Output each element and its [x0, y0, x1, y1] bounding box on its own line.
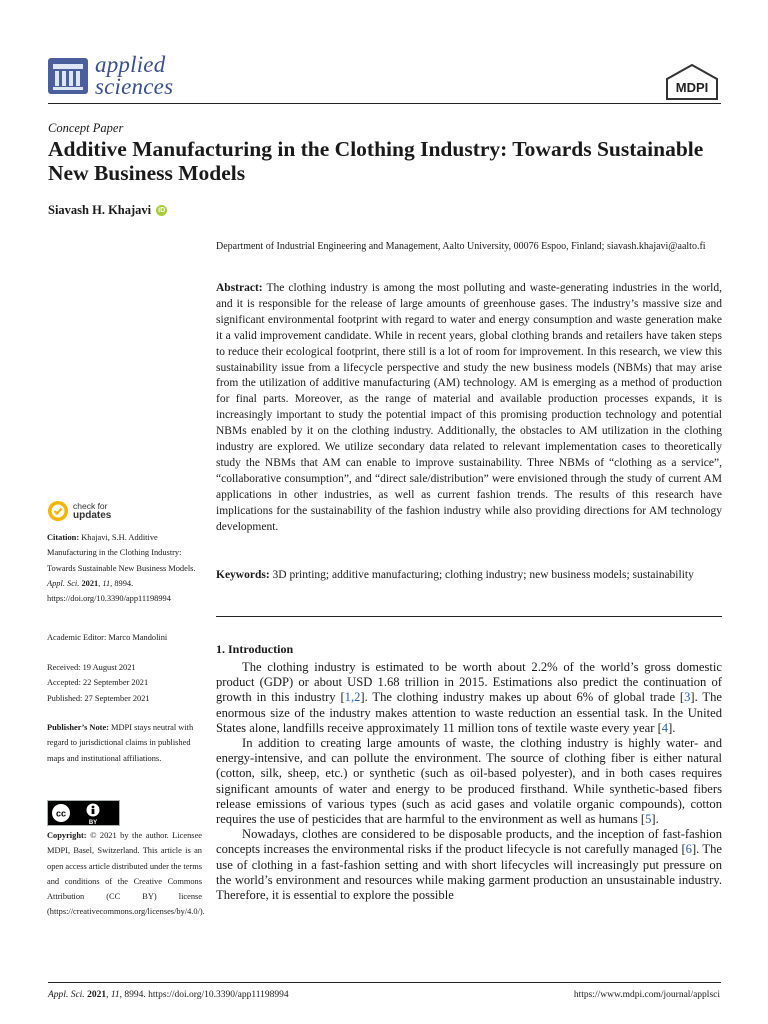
abstract-label: Abstract: — [216, 282, 263, 294]
cc-by-label: BY — [88, 820, 98, 826]
header-divider — [48, 103, 721, 104]
citation-link[interactable]: 1,2 — [344, 690, 361, 705]
journal-logo-icon — [48, 58, 88, 94]
abstract — [216, 281, 722, 536]
footer-citation: Appl. Sci. 2021, 11, 8994. https://doi.org/10.3390/app11198994 — [48, 990, 289, 1000]
paragraph: Nowadays, clothes are considered to be disposable products, and the inception of fast-fashion concepts increases the environmental risks if the product lifecycle is not carefully managed [6]. The use of clothing in a fast-fashion setting and with short lifecycles will increasingly put pressure on the world’s environment and resources while making garment production an unsustainable industry. Therefore, it is essential to explore the possible — [216, 827, 723, 903]
paragraph: The clothing industry is estimated to be worth about 2.2% of the world’s gross domestic product (GDP) or about USD 1.68 trillion in 2015. Estimations also predict the continuation of growth in this industry [1,2]. The clothing industry makes up about 6% of global trade [3]. The enormous size of the industry makes attention to waste reduction an essential task. In the United States alone, landfills receive approximately 11 million tons of textile waste every year [4]. — [216, 660, 722, 735]
section-heading: 1. Introduction — [216, 642, 294, 656]
check-updates-text: check for updates — [73, 501, 112, 521]
author-name: Siavash H. Khajavi — [48, 203, 152, 217]
cc-by-license-icon[interactable] — [47, 800, 120, 826]
affiliation: Department of Industrial Engineering and Management, Aalto University, 00076 Espoo, Finland; siavash.khajavi@aalto.fi — [216, 241, 706, 252]
keywords — [216, 567, 722, 583]
citation-link[interactable]: 4 — [661, 720, 669, 735]
citation-link[interactable]: 3 — [684, 690, 691, 705]
accepted-date: Accepted: 22 September 2021 — [47, 678, 149, 688]
orcid-icon[interactable]: iD — [158, 207, 166, 214]
citation-link[interactable]: 6 — [685, 842, 692, 857]
keywords-text: 3D printing; additive manufacturing; clothing industry; new business models; sustainability — [272, 569, 694, 581]
article-title: Additive Manufacturing in the Clothing Industry: Towards Sustainable New Business Models — [48, 137, 704, 185]
check-for-updates-badge[interactable] — [47, 500, 111, 522]
svg-text:cc: cc — [55, 808, 67, 819]
article-type: Concept Paper — [48, 121, 124, 135]
paragraph: In addition to creating large amounts of waste, the clothing industry is highly water- and energy-intensive, and can pollute the environment. The source of clothing fiber is either natural (cotton, silk, sheep, etc.) or synthetic (such as oil-based polyester), and in both cases requires significant amounts of water and energy to be produced firsthand. While synthetic-based fibers release emissions of various types (such as acid gases and volatile organic compounds), cotton requires the use of pesticides that are harmful to the environment as well as humans [5]. — [216, 736, 722, 827]
footer-divider — [48, 982, 721, 983]
check-updates-icon — [47, 500, 69, 522]
journal-name-line1: applied — [95, 52, 166, 77]
published-date: Published: 27 September 2021 — [47, 693, 150, 703]
publisher-logo-text: MDPI — [675, 80, 709, 95]
body-text — [216, 660, 722, 903]
academic-editor: Academic Editor: Marco Mandolini — [47, 633, 168, 642]
keywords-divider — [216, 616, 722, 617]
citation-link[interactable]: 5 — [645, 812, 652, 827]
publisher-note: Publisher’s Note: MDPI stays neutral with regard to jurisdictional claims in published maps and institutional affiliations. — [47, 723, 194, 763]
mdpi-logo-icon — [665, 64, 719, 100]
journal-name — [95, 54, 173, 98]
received-date: Received: 19 August 2021 — [47, 663, 136, 672]
keywords-label: Keywords: — [216, 569, 270, 581]
dates-block — [47, 660, 202, 706]
copyright-block: Copyright: © 2021 by the author. Licensee MDPI, Basel, Switzerland. This article is an open access article distributed under the terms and conditions of the Creative Commons Attribution (CC BY) license (https://creativecommons.org/licenses/by/4.0/). — [47, 831, 205, 917]
journal-name-line2: sciences — [95, 74, 174, 99]
abstract-text: The clothing industry is among the most polluting and waste-generating industries in the world, and it is responsible for the release of large amounts of greenhouse gases. The industry’s massive size and significant environmental footprint with regard to water and energy consumption and waste generation make it a valid improvement candidate. While in recent years, global clothing brands and retailers have taken steps to reduce their ecological footprint, there still is a lot of room for improvement. In this research, we view this sustainability issue from a lifecycle perspective and study the new business models (NBMs) that may arise from the utilization of additive manufacturing (AM) technology. AM is emerging as a method of production for final parts. Moreover, as the range of material and available production processes expands, it is increasingly important to study the potential impact of this promising production technology and potential NBMs enabled by it on the clothing industry. Additionally, the obstacles to AM utilization in the clothing industry are explored. We utilize secondary data related to relevant implementation cases to theoretically study the NBMs that AM can enable to improve sustainability. Three NBMs of “clothing as a service”, “collaborative consumption”, and “direct sale/distribution” were envisioned through the study of current AM applications in other industries, as well as current fashion trends. The results of this research have implications for the sustainability of the fashion industry while also providing directions for AM technology development. — [216, 282, 723, 533]
citation-block: Citation: Khajavi, S.H. Additive Manufacturing in the Clothing Industry: Towards Sustainable New Business Models. Appl. Sci. 2021, 11, 8994. https://doi.org/10.3390/app11198994 — [47, 533, 196, 604]
author-line — [48, 203, 167, 218]
footer-journal-url[interactable]: https://www.mdpi.com/journal/applsci — [573, 990, 720, 1000]
